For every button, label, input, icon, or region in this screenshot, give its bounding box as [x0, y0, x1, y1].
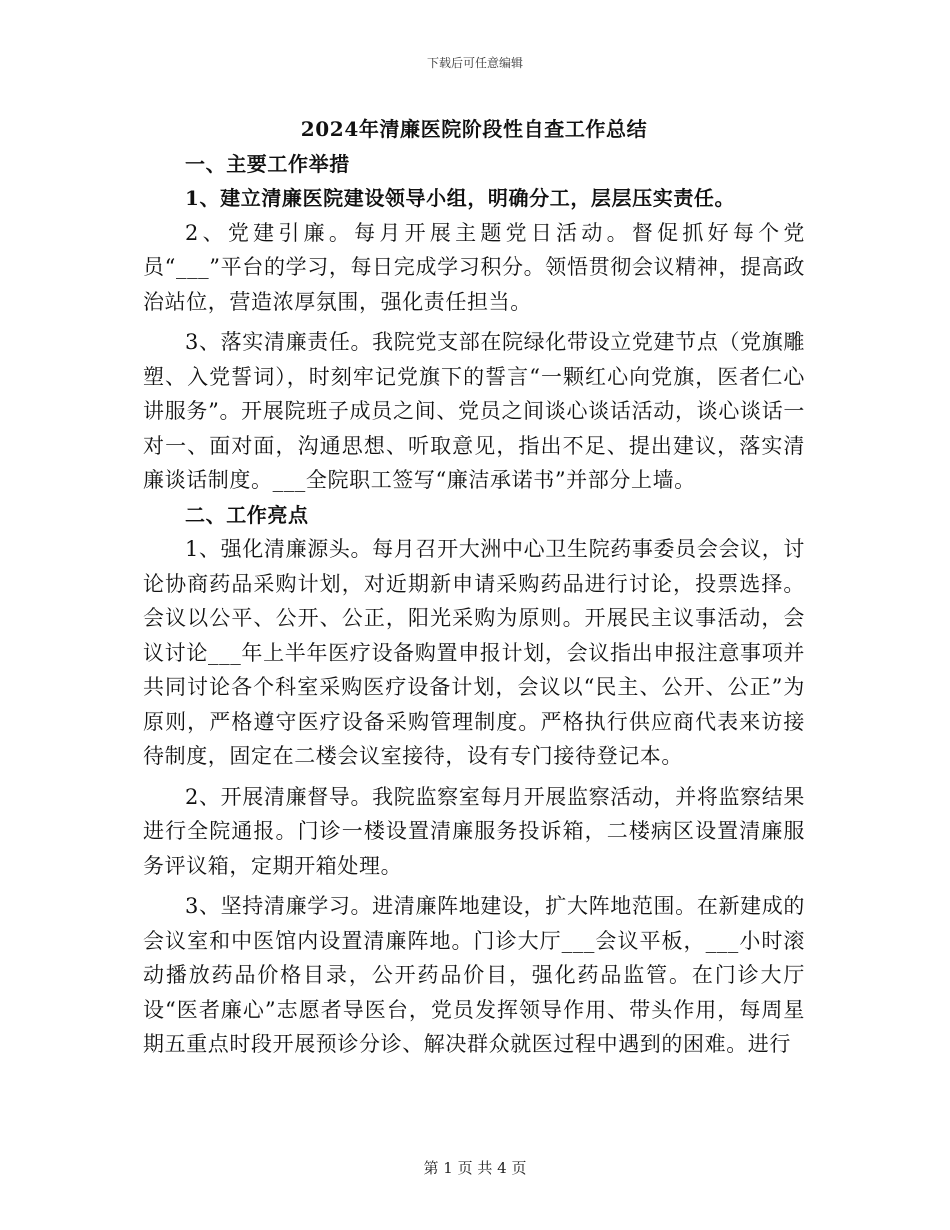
section1-item-1: 1、建立清廉医院建设领导小组，明确分工，层层压实责任。: [185, 186, 736, 210]
header-note: 下载后可任意编辑: [426, 56, 523, 70]
section-heading-2: 二、工作亮点: [185, 502, 309, 527]
section2-item-1: 1、强化清廉源头。每月召开大洲中心卫生院药事委员会会议，讨论协商药品采购计划，对近期新申请采购药品进行讨论，投票选择。会议以公平、公开、公正，阳光采购为原则。开展民主议事活动，会议讨论___年上半年医疗设备购置申报计划，会议指出申报注意事项并共同讨论各个科室采购医疗设备计划，会议以“民主、公开、公正”为原则，严格遵守医疗设备采购管理制度。严格执行供应商代表来访接待制度，固定在二楼会议室接待，设有专门接待登记本。: [143, 537, 805, 768]
section2-item-3: 3、坚持清廉学习。进清廉阵地建设，扩大阵地范围。在新建成的会议室和中医馆内设置清廉阵地。门诊大厅___会议平板，___小时滚动播放药品价格目录，公开药品价目，强化药品监管。在门诊大厅设“医者廉心”志愿者导医台，党员发挥领导作用、带头作用，每周星期五重点时段开展预诊分诊、解决群众就医过程中遇到的困难。进行: [143, 894, 805, 1056]
section-heading-1: 一、主要工作举措: [185, 151, 350, 176]
section1-item-3: 3、落实清廉责任。我院党支部在院绿化带设立党建节点（党旗雕塑、入党誓词），时刻牢记党旗下的誓言“一颗红心向党旗，医者仁心讲服务”。开展院班子成员之间、党员之间谈心谈话活动，谈心谈话一对一、面对面，沟通思想、听取意见，指出不足、提出建议，落实清廉谈话制度。___全院职工签写“廉洁承诺书”并部分上墙。: [143, 330, 805, 492]
section1-item-2: 2、党建引廉。每月开展主题党日活动。督促抓好每个党员“___”平台的学习，每日完成学习积分。领悟贯彻会议精神，提高政治站位，营造浓厚氛围，强化责任担当。: [143, 220, 805, 314]
document-title: 2024年清廉医院阶段性自查工作总结: [300, 117, 648, 141]
page-footer: 第 1 页 共 4 页: [423, 1159, 527, 1177]
section2-item-2: 2、开展清廉督导。我院监察室每月开展监察活动，并将监察结果进行全院通报。门诊一楼设置清廉服务投诉箱，二楼病区设置清廉服务评议箱，定期开箱处理。: [143, 784, 805, 878]
document-body: [143, 112, 805, 1062]
